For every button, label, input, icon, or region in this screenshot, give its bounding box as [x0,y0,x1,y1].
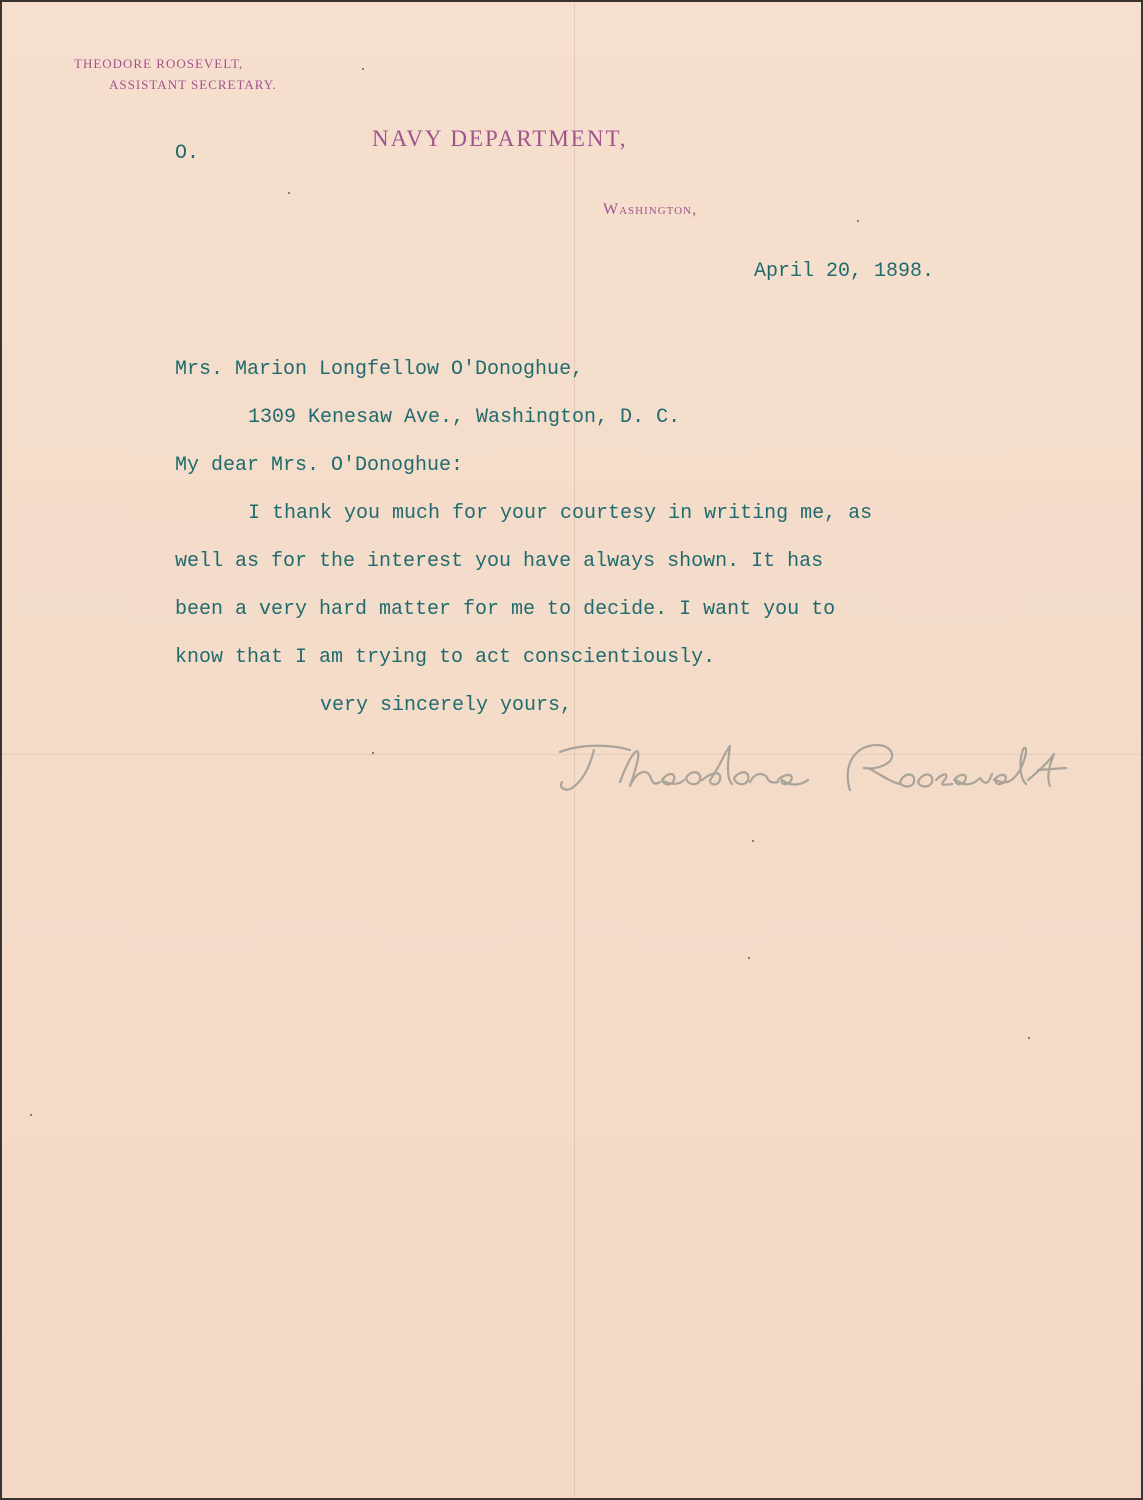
paper-speck [362,68,364,70]
letter-date: April 20, 1898. [754,260,935,283]
salutation: My dear Mrs. O'Donoghue: [175,454,464,477]
recipient-name: Mrs. Marion Longfellow O'Donoghue, [175,358,584,381]
letterhead-title: ASSISTANT SECRETARY. [109,77,277,92]
signature-handwritten [550,730,1130,810]
body-line: been a very hard matter for me to decide. I want you to [175,598,836,621]
paper-speck [372,752,374,754]
body-line: well as for the interest you have always shown. It has [175,550,824,573]
letterhead-department: NAVY DEPARTMENT, [372,126,628,151]
body-line: know that I am trying to act conscientiously. [175,646,716,669]
reference-mark: O. [175,142,200,165]
paper-speck [288,192,290,194]
recipient-address: 1309 Kenesaw Ave., Washington, D. C. [248,406,681,429]
paper-speck [748,957,750,959]
letterhead-name: THEODORE ROOSEVELT, [74,56,244,71]
paper-speck [30,1114,32,1116]
closing: very sincerely yours, [320,694,573,717]
letterhead-city: Washington, [603,201,698,218]
paper-speck [1028,1037,1030,1039]
paper-speck [752,840,754,842]
body-line: I thank you much for your courtesy in writing me, as [248,502,873,525]
paper-speck [857,220,859,222]
